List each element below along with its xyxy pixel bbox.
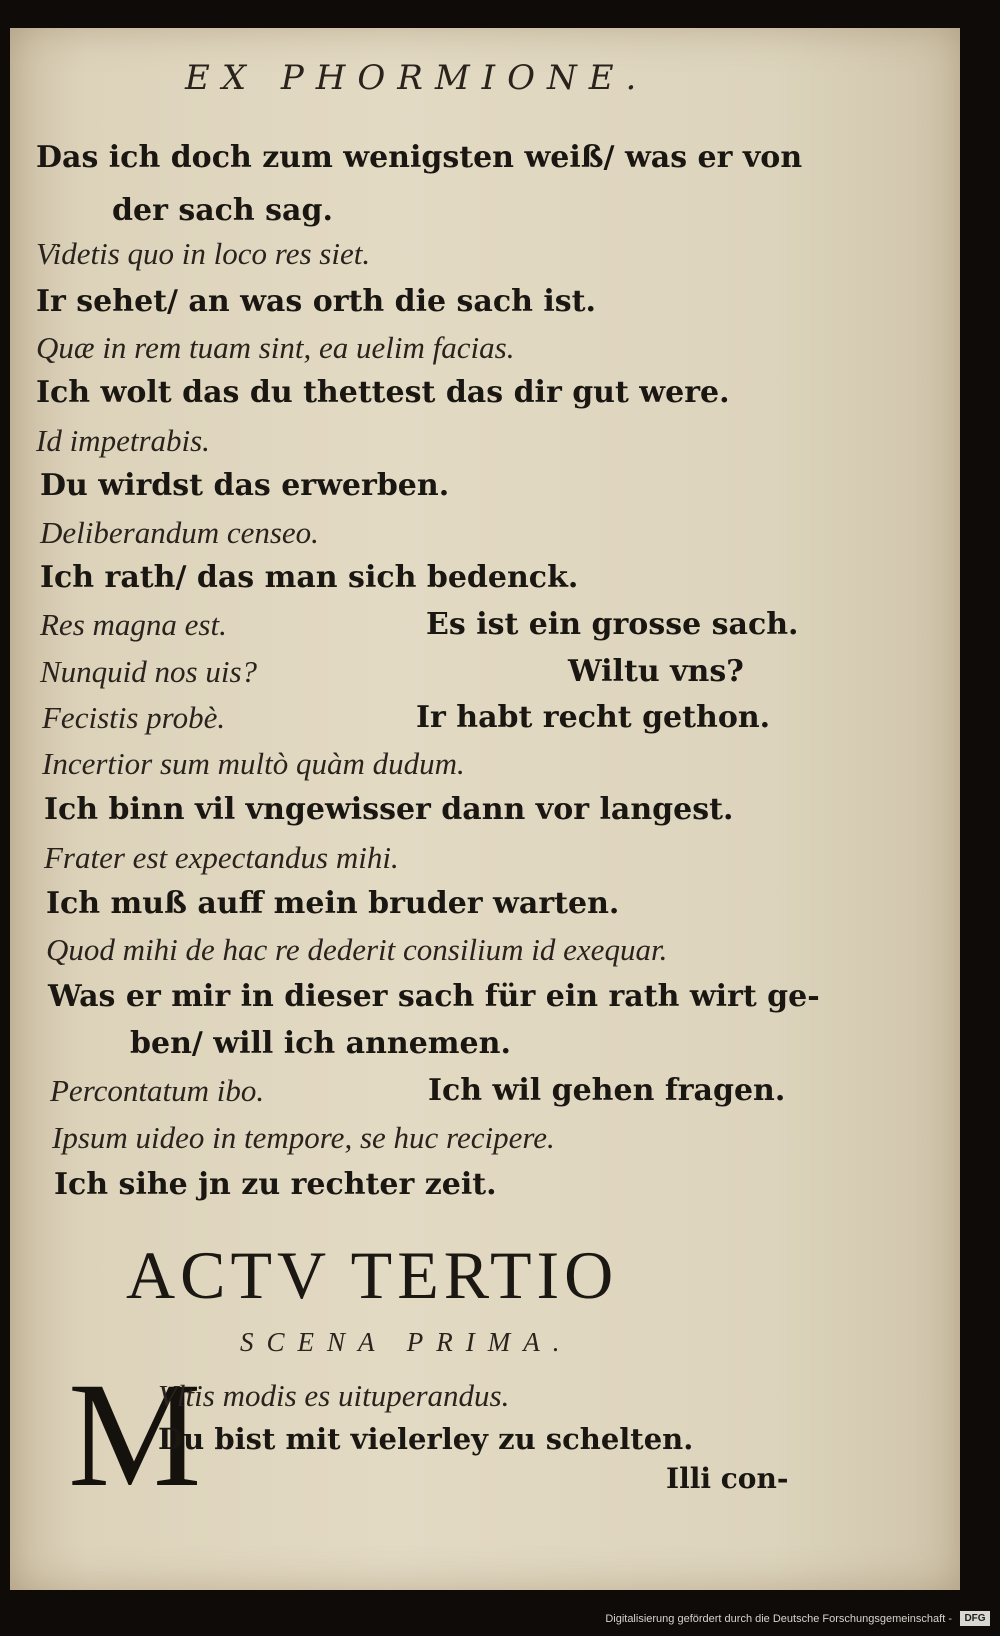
- latin-line: Frater est expectandus mihi.: [44, 840, 399, 875]
- dfg-logo: DFG: [960, 1611, 990, 1626]
- latin-line: Vltis modis es uituperandus.: [158, 1378, 510, 1413]
- german-line: Wiltu vns?: [568, 654, 744, 689]
- drop-capital: M: [68, 1352, 202, 1518]
- german-line: Was er mir in dieser sach für ein rath wirt ge-: [48, 979, 820, 1014]
- german-line: Ir habt recht gethon.: [416, 700, 771, 735]
- act-title: ACTV TERTIO: [126, 1237, 619, 1313]
- scene-title: SCENA PRIMA.: [240, 1327, 573, 1357]
- latin-line: Ipsum uideo in tempore, se huc recipere.: [52, 1120, 555, 1155]
- german-line: Ich rath/ das man sich bedenck.: [40, 560, 579, 595]
- german-line: Ir sehet/ an was orth die sach ist.: [36, 284, 596, 319]
- german-line: Du wirdst das erwerben.: [40, 468, 450, 503]
- latin-line: Quæ in rem tuam sint, ea uelim facias.: [36, 330, 515, 365]
- latin-line: Fecistis probè.: [42, 700, 226, 735]
- german-line: Ich wolt das du thettest das dir gut were.: [36, 375, 730, 410]
- german-line: ben/ will ich annemen.: [130, 1026, 511, 1061]
- german-line: Ich sihe jn zu rechter zeit.: [54, 1167, 497, 1202]
- latin-line: Res magna est.: [40, 607, 227, 642]
- running-head: EX PHORMIONE.: [185, 58, 649, 98]
- german-line: Es ist ein grosse sach.: [426, 607, 799, 642]
- latin-line: Quod mihi de hac re dederit consilium id exequar.: [46, 932, 668, 967]
- footer-credit: Digitalisierung gefördert durch die Deutsche Forschungsgemeinschaft -: [605, 1613, 952, 1625]
- german-line: Ich binn vil vngewisser dann vor langest.: [44, 792, 734, 827]
- latin-line: Incertior sum multò quàm dudum.: [42, 746, 465, 781]
- german-line: Ich wil gehen fragen.: [428, 1073, 786, 1108]
- german-line: Das ich doch zum wenigsten weiß/ was er von: [36, 140, 803, 175]
- german-line: Ich muß auff mein bruder warten.: [46, 886, 620, 921]
- latin-line: Id impetrabis.: [36, 423, 210, 458]
- latin-line: Percontatum ibo.: [50, 1073, 265, 1108]
- latin-line: Deliberandum censeo.: [40, 515, 319, 550]
- catchword: Illi con-: [666, 1462, 789, 1495]
- latin-line: Videtis quo in loco res siet.: [36, 236, 371, 271]
- latin-line: Nunquid nos uis?: [40, 654, 258, 689]
- german-line: der sach sag.: [112, 193, 333, 228]
- german-line: Du bist mit vielerley zu schelten.: [158, 1422, 694, 1456]
